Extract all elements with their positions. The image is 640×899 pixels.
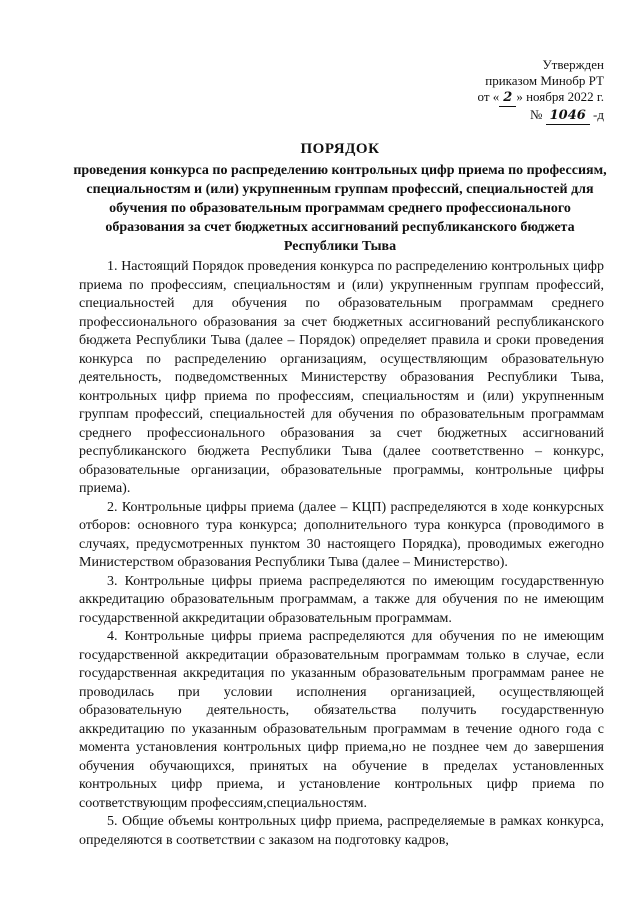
approval-stamp <box>478 57 604 125</box>
document-subtitle: проведения конкурса по распределению контрольных цифр приема по профессиям, специальностям и (или) укрупненным группам профессий, специальностей для обучения по образовательным программам среднего профессионального образования за счет бюджетных ассигнований республиканского бюджета Республики Тыва <box>73 163 607 254</box>
paragraph-4: 4. Контрольные цифры приема распределяются для обучения по не имеющим государственной аккредитации образовательным программам только в случае, если государственная аккредитация по указанным образовательным программам ранее не проводилась при условии исполнения организацией, осуществляющей образовательную деятельность, обязательства получить государственную аккредитацию по указанным образовательным программам в течение одного года с момента установления контрольных цифр приема,но не позднее чем до завершения обучения обучающихся, принятых на обучение в пределах установленных контрольных цифр приема, и установление контрольных цифр приема по соответствующим профессиям,специальностям. <box>79 629 604 811</box>
document-title: ПОРЯДОК <box>300 141 380 157</box>
approval-number-value: 1046 <box>546 108 590 125</box>
approval-date-prefix: от « <box>477 89 500 104</box>
document-heading <box>70 139 610 256</box>
approval-number-suffix: -д <box>593 107 604 122</box>
paragraph-1: 1. Настоящий Порядок проведения конкурса по распределению контрольных цифр приема по профессиям, специальностям и (или) укрупненным группам профессий, специальностей для обучения по образовательным программам среднего профессионального образования за счет бюджетных ассигнований республиканского бюджета Республики Тыва (далее – Порядок) определяет правила и сроки проведения конкурса по распределению организациям, осуществляющим образовательную деятельность, подведомственных Министерству образования Республики Тыва, контрольных цифр приема по профессиям, специальностям и (или) укрупненным группам профессий, специальностей для обучения по образовательным программам среднего профессионального образования за счет бюджетных ассигнований республиканского бюджета Республики Тыва (далее соответственно – конкурс, образовательные организации, образовательные программы, контрольные цифры приема). <box>79 259 604 496</box>
approval-number-prefix: № <box>529 107 543 122</box>
approval-number <box>478 107 604 125</box>
document-body <box>79 258 604 850</box>
paragraph-5: 5. Общие объемы контрольных цифр приема, распределяемые в рамках конкурса, определяются в соответствии с заказом на подготовку кадров, <box>79 814 604 848</box>
approval-date-day: 2 <box>499 90 516 107</box>
approval-date-suffix: » ноября 2022 г. <box>516 89 604 104</box>
approval-line-approved: Утвержден <box>542 57 604 72</box>
paragraph-3: 3. Контрольные цифры приема распределяются по имеющим государственную аккредитацию образовательным программам, а также для обучения по не имеющим государственной аккредитации образовательным программам. <box>79 573 604 626</box>
approval-line-order: приказом Минобр РТ <box>485 73 604 88</box>
paragraph-2: 2. Контрольные цифры приема (далее – КЦП) распределяются в ходе конкурсных отборов: основного тура конкурса; дополнительного тура конкурса (проводимого в случаях, предусмотренных пунктом 30 настоящего Порядка), проводимых ежегодно Министерством образования Республики Тыва (далее – Министерство). <box>79 499 604 570</box>
approval-date <box>478 89 604 107</box>
